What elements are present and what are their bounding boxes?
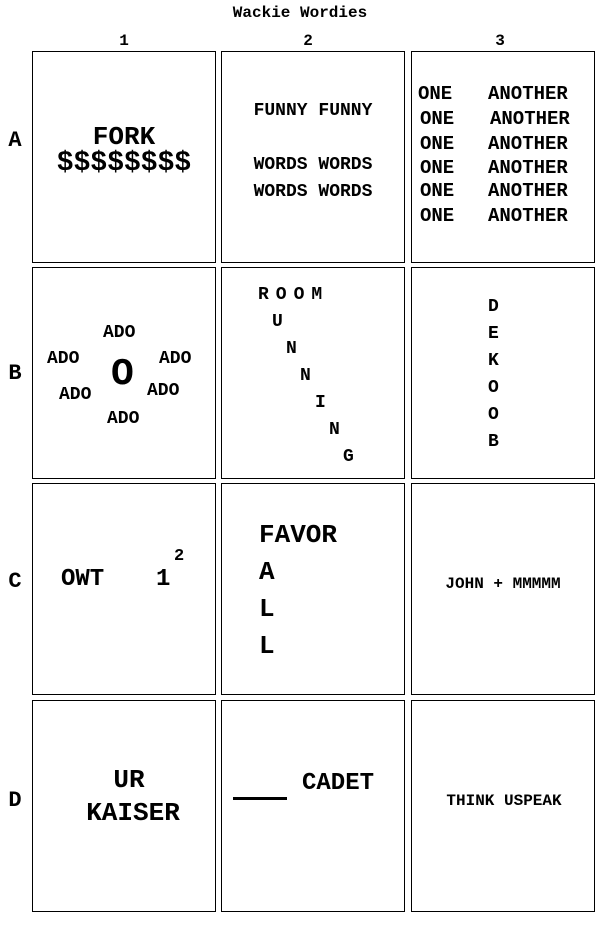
puzzle-d3-text: THINK USPEAK bbox=[446, 792, 562, 810]
puzzle-cell-a1 bbox=[32, 51, 216, 263]
puzzle-b3-letter-2: E bbox=[488, 324, 499, 344]
puzzle-cell-b2 bbox=[221, 267, 405, 479]
puzzle-b1-ado: ADO bbox=[103, 323, 136, 343]
puzzle-c2-top: FAVOR bbox=[259, 520, 338, 550]
puzzle-b2-letter-6: G bbox=[343, 447, 354, 467]
column-header-2: 2 bbox=[303, 32, 313, 50]
puzzle-b2-letter-4: I bbox=[315, 393, 326, 413]
blank-line bbox=[233, 797, 287, 800]
puzzle-b3-letter-3: K bbox=[488, 351, 499, 371]
puzzle-b2-letter-2: N bbox=[286, 339, 297, 359]
row-header-c: C bbox=[8, 569, 22, 594]
puzzle-b2-letter-5: N bbox=[329, 420, 340, 440]
puzzle-b3-letter-5: O bbox=[488, 405, 499, 425]
puzzle-d2-text: CADET bbox=[302, 770, 375, 797]
puzzle-cell-c2 bbox=[221, 483, 405, 695]
puzzle-c1-word: OWT bbox=[61, 566, 105, 593]
puzzle-c1-exponent: 2 bbox=[174, 547, 185, 566]
puzzle-a2-line3: WORDS WORDS bbox=[253, 182, 373, 202]
row-header-a: A bbox=[8, 128, 22, 153]
puzzle-cell-a3 bbox=[411, 51, 595, 263]
puzzle-a3-one: ONE bbox=[420, 205, 455, 227]
puzzle-a3-one: ONE bbox=[418, 83, 453, 105]
puzzle-a3-one: ONE bbox=[420, 133, 455, 155]
puzzle-c3-text: JOHN + MMMMM bbox=[445, 575, 561, 593]
puzzle-b1-ado: ADO bbox=[47, 349, 80, 369]
puzzle-a2-line1: FUNNY FUNNY bbox=[253, 101, 373, 121]
puzzle-cell-c3 bbox=[411, 483, 595, 695]
puzzle-b3-letter-1: D bbox=[488, 297, 499, 317]
puzzle-b1-ado: ADO bbox=[159, 349, 192, 369]
row-header-d: D bbox=[8, 788, 22, 813]
puzzle-cell-a2 bbox=[221, 51, 405, 263]
puzzle-a1-top: FORK bbox=[92, 122, 156, 152]
puzzle-a3-one: ONE bbox=[420, 157, 455, 179]
puzzle-a1-bottom: $$$$$$$$ bbox=[56, 148, 192, 179]
puzzle-c2-letter-1: A bbox=[259, 557, 275, 587]
puzzle-b1-ado: ADO bbox=[107, 409, 140, 429]
puzzle-a3-another: ANOTHER bbox=[488, 83, 568, 105]
column-header-3: 3 bbox=[495, 32, 505, 50]
page-title: Wackie Wordies bbox=[232, 4, 368, 22]
puzzle-b3-letter-4: O bbox=[488, 378, 499, 398]
puzzle-c2-letter-3: L bbox=[259, 631, 275, 661]
puzzle-a3-another: ANOTHER bbox=[490, 108, 570, 130]
puzzle-a3-one: ONE bbox=[420, 108, 455, 130]
puzzle-a3-another: ANOTHER bbox=[488, 157, 568, 179]
puzzle-b2-letter-3: N bbox=[300, 366, 311, 386]
puzzle-cell-c1 bbox=[32, 483, 216, 695]
puzzle-cell-b1 bbox=[32, 267, 216, 479]
column-header-1: 1 bbox=[119, 32, 129, 50]
puzzle-c1-base: 1 bbox=[156, 566, 171, 593]
puzzle-b2-top: ROOM bbox=[258, 285, 330, 305]
puzzle-a2-line2: WORDS WORDS bbox=[253, 155, 373, 175]
puzzle-b2-letter-1: U bbox=[272, 312, 283, 332]
puzzle-b1-ado: ADO bbox=[59, 385, 92, 405]
puzzle-cell-b3 bbox=[411, 267, 595, 479]
puzzle-cell-d2 bbox=[221, 700, 405, 912]
puzzle-cell-d1 bbox=[32, 700, 216, 912]
puzzle-b1-ado: ADO bbox=[147, 381, 180, 401]
puzzle-b1-center: O bbox=[111, 353, 134, 396]
puzzle-a3-one: ONE bbox=[420, 180, 455, 202]
puzzle-a3-another: ANOTHER bbox=[488, 205, 568, 227]
puzzle-cell-d3 bbox=[411, 700, 595, 912]
puzzle-a3-another: ANOTHER bbox=[488, 133, 568, 155]
puzzle-d1-line1: UR bbox=[113, 765, 145, 795]
puzzle-c2-letter-2: L bbox=[259, 594, 275, 624]
puzzle-a3-another: ANOTHER bbox=[488, 180, 568, 202]
row-header-b: B bbox=[8, 361, 22, 386]
puzzle-b3-letter-6: B bbox=[488, 432, 499, 452]
puzzle-d1-line2: KAISER bbox=[86, 798, 180, 828]
